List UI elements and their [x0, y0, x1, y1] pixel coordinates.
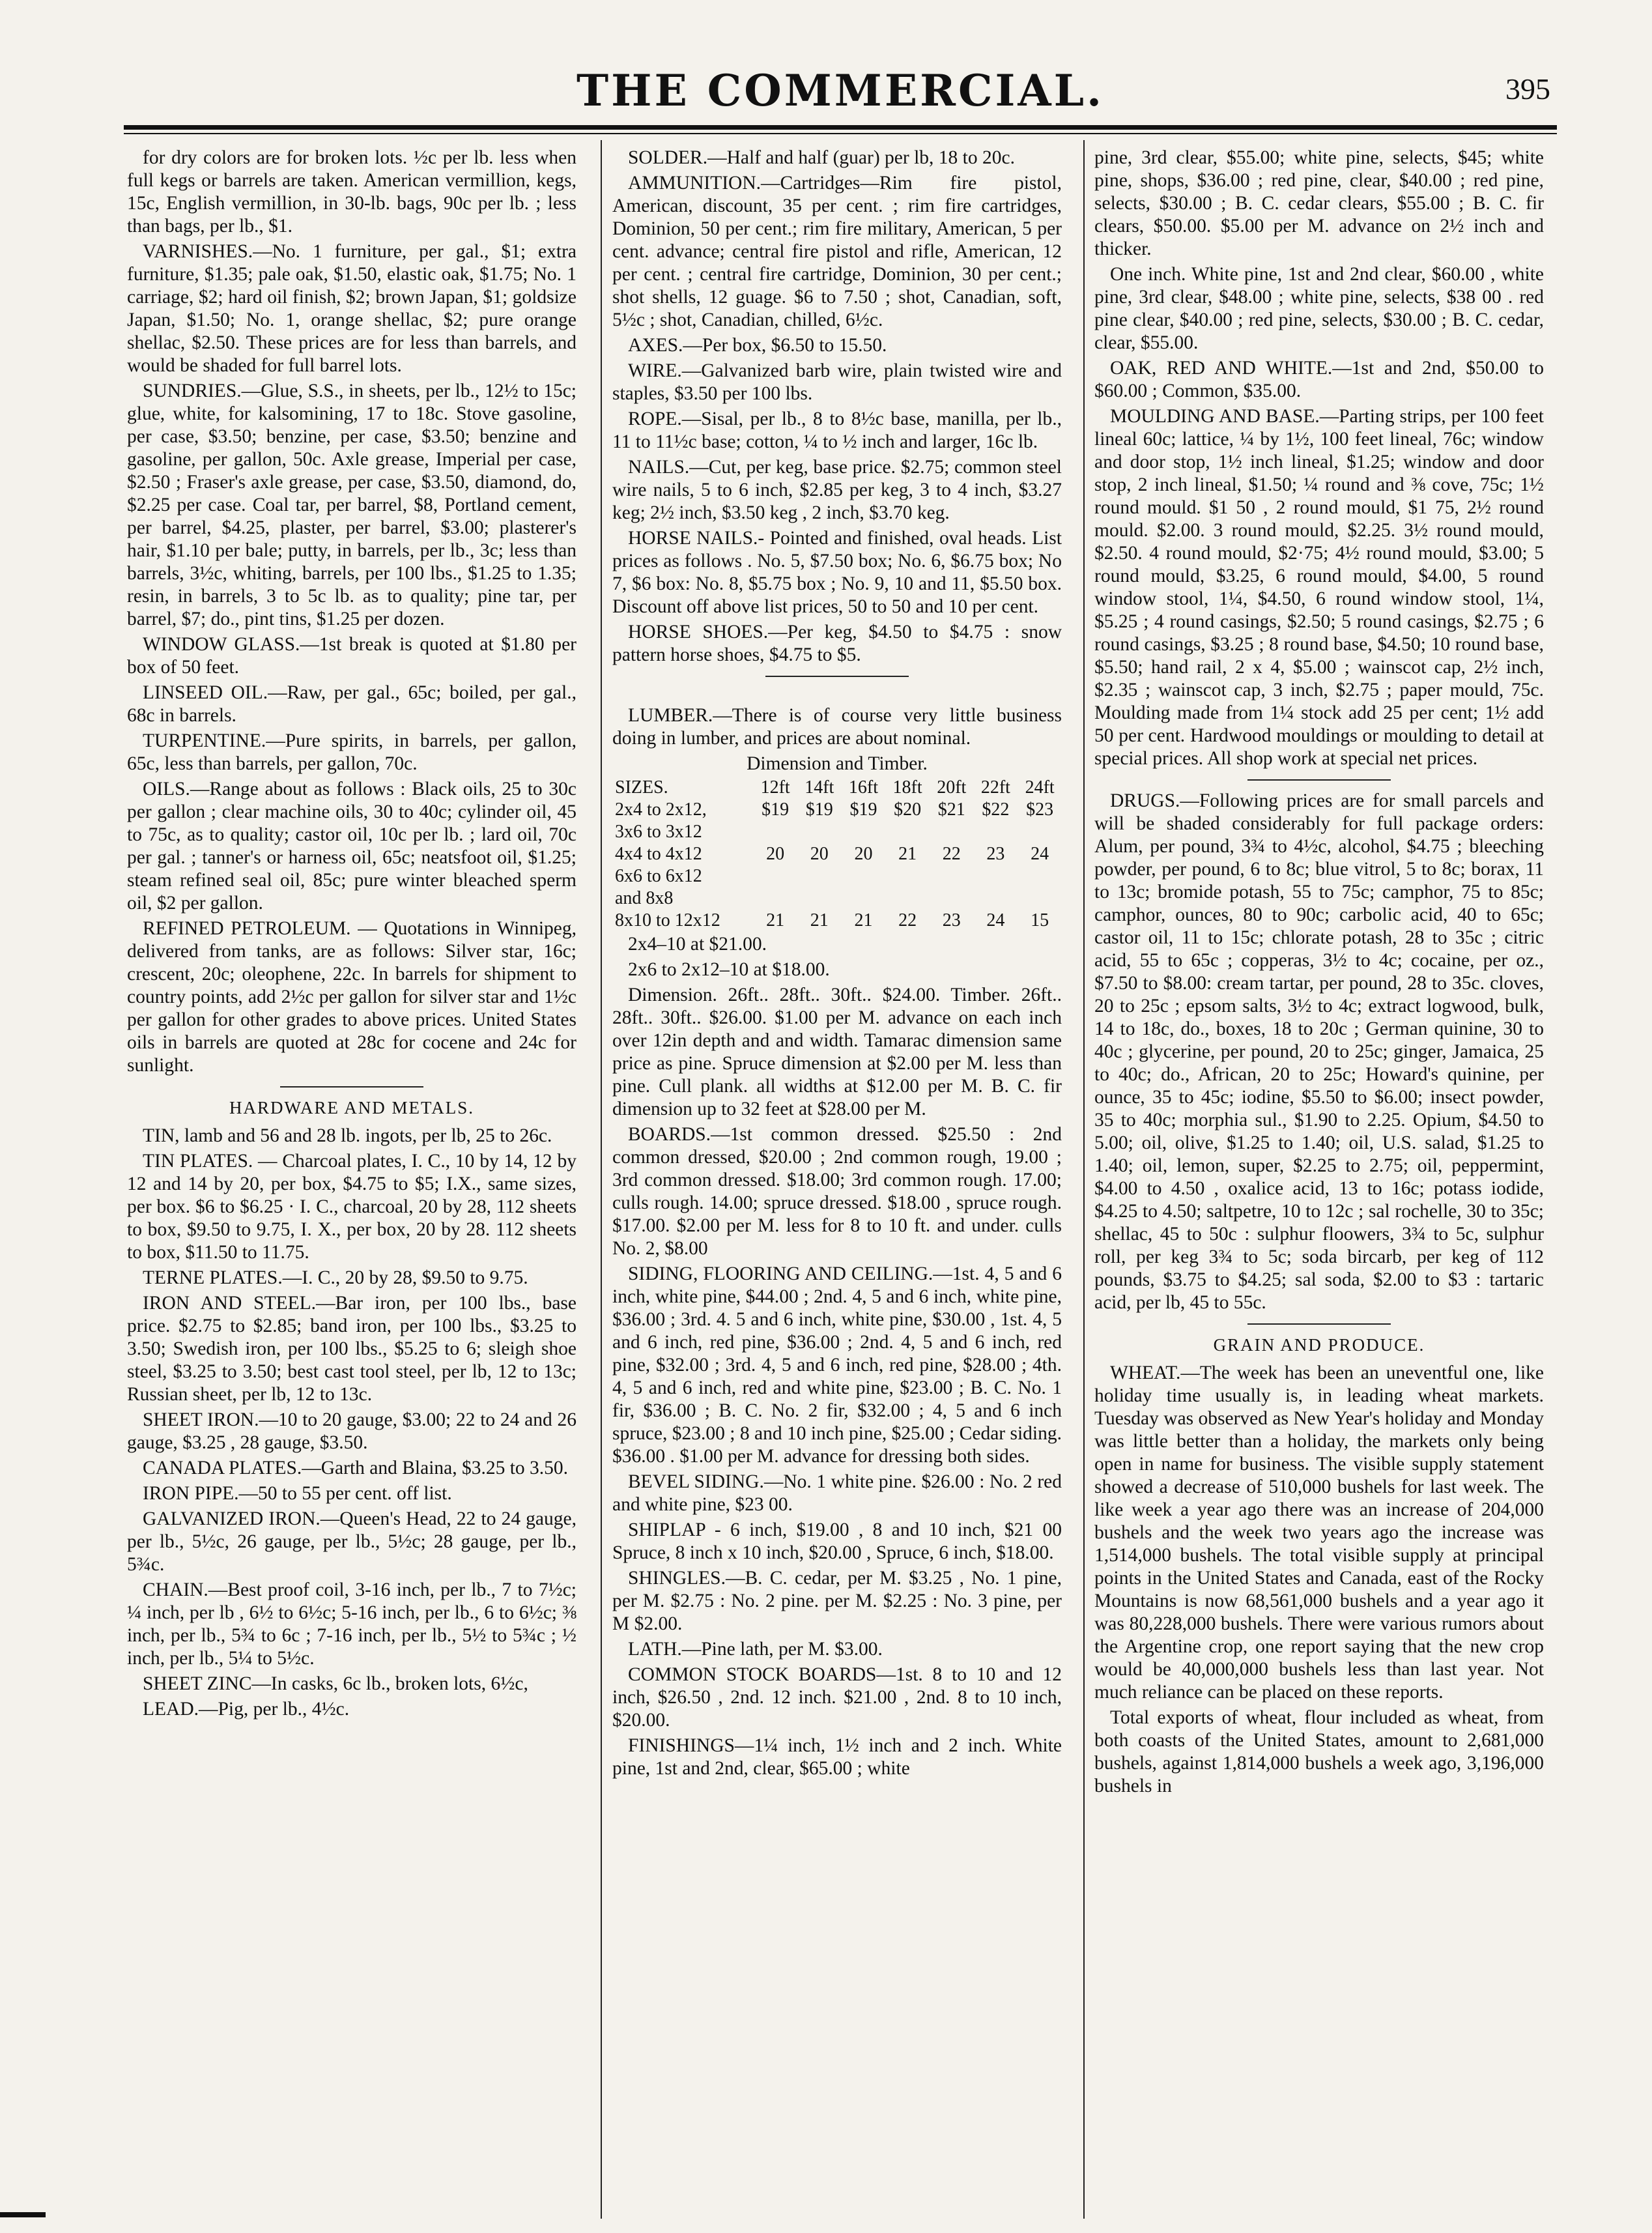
table-cell: 24: [1031, 844, 1049, 864]
paragraph: COMMON STOCK BOARDS—1st. 8 to 10 and 12 inch, $26.50 , 2nd. 12 inch. $21.00 , 2nd. 8 to 10 inch, $20.00.: [612, 1664, 1062, 1731]
paragraph: SIDING, FLOORING AND CEILING.—1st. 4, 5 and 6 inch, white pine, $44.00 ; 2nd. 4, 5 and 6 inch, white pine, $36.00 ; 3rd. 4. 5 and 6 inch, white pine, $30.00 , 1st. 4, 5 and 6 inch, red pine, $36.00 ; 2nd. 4, 5 and 6 inch, red pine, $32.00 ; 3rd. 4, 5 and 6 inch, red pine, $28.00 ; 4th. 4, 5 and 6 inch, red and white pine, $23.00 ; B. C. No. 1 fir, $36.00 ; B. C. No. 2 fir, $32.00 ; 4, 5 and 6 inch spruce, $23.00 ; 8 and 10 inch pine, $25.00 ; Cedar siding. $36.00 . $1.00 per M. advance for dressing both sides.: [612, 1263, 1062, 1467]
table-row: [612, 910, 1062, 932]
column-3: [1094, 147, 1544, 2219]
table-cell: 21: [898, 844, 917, 864]
table-cell: 8x10 to 12x12: [615, 910, 720, 930]
table-cell: $21: [937, 800, 965, 820]
table-row: [612, 887, 1062, 910]
lumber-subheading: Dimension and Timber.: [747, 753, 928, 774]
table-cell: $20: [894, 800, 922, 820]
paragraph: VARNISHES.—No. 1 furniture, per gal., $1; extra furniture, $1.35; pale oak, $1.50, elastic oak, $1.75; No. 1 carriage, $2; hard oil finish, $2; brown Japan, $1; goldsize Japan, $1.50; No. 1, orange shellac, $2; pure orange shellac, $2.50. These prices are for less than barrels, and would be shaded for full barrel lots.: [127, 241, 577, 376]
table-cell: 3x6 to 3x12: [615, 822, 702, 842]
paragraph: SHEET IRON.—10 to 20 gauge, $3.00; 22 to 24 and 26 gauge, $3.25 , 28 gauge, $3.50.: [127, 1409, 577, 1453]
section-rule: [280, 1086, 423, 1088]
column-divider: [1083, 140, 1085, 2219]
paragraph: OILS.—Range about as follows : Black oils, 25 to 30c per gallon ; clear machine oils, 30 to 40c; cylinder oil, 45 to 75c, as to quality; castor oil, 10c per lb. ; lard oil, 70c per gal. ; tanner's or harness oil, 65c; neatsfoot oil, $1.25; steam refined seal oil, 85c; pure winter bleached sperm oil, $2 per gallon.: [127, 779, 577, 914]
paragraph: GALVANIZED IRON.—Queen's Head, 22 to 24 gauge, per lb., 5½c, 26 gauge, per lb., 5½c; 28 gauge, per lb., 5¾c.: [127, 1508, 577, 1575]
paragraph: Dimension. 26ft.. 28ft.. 30ft.. $24.00. Timber. 26ft.. 28ft.. 30ft.. $26.00. $1.00 per M. advance on each inch over 12in depth and and width. Tamarac dimension same price as pine. Spruce dimension at $2.00 per M. less than pine. Cull plank. all widths at $12.00 per M. B. C. fir dimension up to 32 feet at $28.00 per M.: [612, 985, 1062, 1119]
table-row: [612, 865, 1062, 887]
paragraph: LATH.—Pine lath, per M. $3.00.: [628, 1639, 883, 1660]
paragraph: TERNE PLATES.—I. C., 20 by 28, $9.50 to 9.75.: [143, 1267, 528, 1288]
table-cell: 23: [942, 910, 961, 930]
paragraph: CHAIN.—Best proof coil, 3-16 inch, per lb., 7 to 7½c; ¼ inch, per lb , 6½ to 6½c; 5-16 inch, per lb., 6 to 6½c; ⅜ inch, per lb., 5¾ to 6c ; 7-16 inch, per lb., 5½ to 5¾c ; ½ inch, per lb., 5¼ to 5½c.: [127, 1579, 577, 1669]
paragraph: WINDOW GLASS.—1st break is quoted at $1.80 per box of 50 feet.: [127, 634, 577, 678]
paragraph: SHIPLAP - 6 inch, $19.00 , 8 and 10 inch, $21 00 Spruce, 8 inch x 10 inch, $20.00 , Spruce, 6 inch, $18.00.: [612, 1520, 1062, 1563]
table-cell: 21: [854, 910, 873, 930]
paragraph: WHEAT.—The week has been an uneventful one, like holiday time usually is, in leading wheat markets. Tuesday was observed as New Year's holiday and Monday was little better than a holiday, the markets only being open in name for business. The visible supply statement showed a decrease of 510,000 bushels for last week. The like week a year ago there was an increase of 204,000 bushels and the week two years ago the increase was 1,514,000 bushels. The total visible supply at principal points in the United States and Canada, east of the Rocky Mountains is now 68,561,000 bushels and a year ago it was 80,228,000 bushels. There were various rumors about the Argentine crop, one report saying that the new crop would be 40,000,000 bushels less than last year. Not much reliance can be placed on these reports.: [1094, 1362, 1544, 1703]
paragraph: One inch. White pine, 1st and 2nd clear, $60.00 , white pine, 3rd clear, $48.00 ; white pine, selects, $38 00 . red pine clear, $40.00 ; red pine, selects, $30.00 ; B. C. cedar, clear, $55.00.: [1094, 264, 1544, 353]
table-cell: 18ft: [892, 777, 922, 798]
header-rule-thick: [124, 125, 1557, 130]
column-divider: [601, 140, 602, 2219]
section-heading-hardware: HARDWARE AND METALS.: [229, 1098, 475, 1117]
paragraph: 2x6 to 2x12–10 at $18.00.: [628, 959, 830, 980]
scan-edge-mark: [0, 2212, 46, 2217]
table-cell: $19: [762, 800, 790, 820]
table-cell: 20: [854, 844, 873, 864]
column-2: [612, 147, 1062, 2219]
table-cell: 20ft: [937, 777, 967, 798]
paragraph: 2x4–10 at $21.00.: [628, 934, 767, 955]
section-heading-grain: GRAIN AND PRODUCE.: [1213, 1335, 1425, 1355]
table-header-row: [612, 777, 1062, 799]
page-number: 395: [1505, 72, 1550, 106]
paragraph: IRON AND STEEL.—Bar iron, per 100 lbs., base price. $2.75 to $2.85; band iron, per 100 lbs., $3.25 to 3.50; Swedish iron, per 100 lbs., $5.25 to 6; sleigh shoe steel, $3.25 to 3.50; best cast tool steel, per lb, 12 to 13c; Russian sheet, per lb, 12 to 13c.: [127, 1293, 577, 1405]
paragraph: IRON PIPE.—50 to 55 per cent. off list.: [143, 1483, 452, 1504]
column-1: [127, 147, 577, 2219]
table-row: [612, 843, 1062, 865]
paragraph: TURPENTINE.—Pure spirits, in barrels, per gallon, 65c, less than barrels, per gallon, 70c.: [127, 730, 577, 774]
table-cell: 21: [810, 910, 829, 930]
table-row: [612, 799, 1062, 821]
paragraph: TIN, lamb and 56 and 28 lb. ingots, per lb, 25 to 26c.: [143, 1125, 552, 1146]
paragraph: LINSEED OIL.—Raw, per gal., 65c; boiled, per gal., 68c in barrels.: [127, 682, 577, 726]
paragraph: AMMUNITION.—Cartridges—Rim fire pistol, American, discount, 35 per cent. ; rim fire cartridges, Dominion, 50 per cent.; rim fire military, American, 5 per cent. advance; central fire pistol and rifle, American, 12 per cent. ; central fire cartridge, Dominion, 30 per cent.; shot shells, 12 guage. $6 to 7.50 ; shot, Canadian, soft, 5½c ; shot, Canadian, chilled, 6½c.: [612, 173, 1062, 330]
table-cell: 24: [986, 910, 1005, 930]
paragraph: REFINED PETROLEUM. — Quotations in Winnipeg, delivered from tanks, are as follows: Silver star, 16c; crescent, 20c; oleophene, 22c. In barrels for shipment to country points, add 2½c per gallon for silver star and 1½c per gallon for other grades to above prices. United States oils in barrels are quoted at 28c for cocene and 24c for sunlight.: [127, 918, 577, 1076]
table-cell: $23: [1026, 800, 1054, 820]
table-cell: $22: [982, 800, 1010, 820]
table-cell: $19: [805, 800, 833, 820]
paragraph: Total exports of wheat, flour included as wheat, from both coasts of the United States, amount to 2,681,000 bushels, against 1,814,000 bushels a week ago, 3,196,000 bushels in: [1094, 1707, 1544, 1796]
table-cell: 22: [898, 910, 917, 930]
table-row: [612, 821, 1062, 843]
paragraph: SUNDRIES.—Glue, S.S., in sheets, per lb., 12½ to 15c; glue, white, for kalsomining, 17 to 18c. Stove gasoline, per case, $3.50; benzine, per case, $3.50; benzine and gasoline, per gallon, 50c. Axle grease, Imperial per case, $2.50 ; Fraser's axle grease, per case, $3.50, diamond, do, $2.25 per case. Coal tar, per barrel, $8, Portland cement, per barrel, $4.25, plaster, per barrel, $3.00; plasterer's hair, $1.10 per bale; putty, in barrels, per lb., 3c; less than barrels, 3½c, whiting, barrels, per 100 lbs., $1.25 to 1.35; resin, in barrels, 3 to 5c lb. as to quality; pine tar, per barrel, $7; do., pint tins, $1.25 per dozen.: [127, 381, 577, 629]
paragraph: BOARDS.—1st common dressed. $25.50 : 2nd common dressed, $20.00 ; 2nd common rough, 19.00 ; 3rd common dressed. $18.00; 3rd common rough. 17.00; culls rough. 14.00; spruce dressed. $18.00 , spruce rough. $17.00. $2.00 per M. less for 8 to 10 ft. and under. culls No. 2, $8.00: [612, 1124, 1062, 1259]
paragraph: LEAD.—Pig, per lb., 4½c.: [143, 1699, 350, 1720]
paragraph: OAK, RED AND WHITE.—1st and 2nd, $50.00 to $60.00 ; Common, $35.00.: [1094, 358, 1544, 401]
paragraph: HORSE SHOES.—Per keg, $4.50 to $4.75 : snow pattern horse shoes, $4.75 to $5.: [612, 622, 1062, 665]
paragraph: SOLDER.—Half and half (guar) per lb, 18 to 20c.: [628, 147, 1015, 168]
paragraph: for dry colors are for broken lots. ½c per lb. less when full kegs or barrels are taken. American vermillion, kegs, 15c, English vermillion, in 30-lb. bags, 90c per lb. ; less than bags, per lb., $1.: [127, 147, 577, 237]
paragraph: AXES.—Per box, $6.50 to 15.50.: [628, 335, 887, 356]
table-cell: 6x6 to 6x12: [615, 866, 702, 886]
paragraph: BEVEL SIDING.—No. 1 white pine. $26.00 : No. 2 red and white pine, $23 00.: [612, 1471, 1062, 1515]
table-cell: 22: [942, 844, 961, 864]
table-cell: 4x4 to 4x12: [615, 844, 702, 864]
header-rule-thin: [124, 133, 1557, 134]
masthead: [124, 65, 1557, 124]
paragraph: CANADA PLATES.—Garth and Blaina, $3.25 to 3.50.: [143, 1458, 569, 1478]
paragraph: TIN PLATES. — Charcoal plates, I. C., 10 by 14, 12 by 12 and 14 by 20, per box, $4.75 to $5; I.X., same sizes, per box. $6 to $6.25 · I. C., charcoal, 20 by 28, 112 sheets to box, $9.50 to 9.75, I. X., per box, 20 by 28. 112 sheets to box, $11.50 to 11.75.: [127, 1151, 577, 1263]
section-rule: [765, 676, 909, 677]
paragraph: FINISHINGS—1¼ inch, 1½ inch and 2 inch. White pine, 1st and 2nd, clear, $65.00 ; white: [612, 1735, 1062, 1779]
paragraph: pine, 3rd clear, $55.00; white pine, selects, $45; white pine, shops, $36.00 ; red pine, clear, $40.00 ; red pine, selects, $30.00 ; B. C. cedar clears, $55.00 ; B. C. fir clears, $50.00. $5.00 per M. advance on 2½ inch and thicker.: [1094, 147, 1544, 259]
table-cell: 22ft: [980, 777, 1010, 798]
table-cell: 15: [1031, 910, 1049, 930]
paragraph: WIRE.—Galvanized barb wire, plain twisted wire and staples, $3.50 per 100 lbs.: [612, 360, 1062, 404]
section-rule: [1247, 1323, 1391, 1325]
table-cell: 20: [810, 844, 829, 864]
table-cell: and 8x8: [615, 888, 674, 908]
paragraph: HORSE NAILS.- Pointed and finished, oval heads. List prices as follows . No. 5, $7.50 box; No. 6, $6.75 box; No 7, $6 box: No. 8, $5.75 box ; No. 9, 10 and 11, $5.50 box. Discount off above list prices, 50 to 50 and 10 per cent.: [612, 528, 1062, 617]
paragraph-lumber-intro: LUMBER.—There is of course very little business doing in lumber, and prices are about nominal.: [612, 705, 1062, 749]
paragraph: NAILS.—Cut, per keg, base price. $2.75; common steel wire nails, 5 to 6 inch, $2.85 per keg, 3 to 4 inch, $3.27 keg; 2½ inch, $3.50 keg , 2 inch, $3.70 keg.: [612, 457, 1062, 523]
table-cell: 2x4 to 2x12,: [615, 800, 707, 820]
table-cell: $19: [849, 800, 877, 820]
paragraph: ROPE.—Sisal, per lb., 8 to 8½c base, manilla, per lb., 11 to 11½c base; cotton, ¼ to ½ inch and larger, 16c lb.: [612, 409, 1062, 452]
section-rule: [1247, 779, 1391, 781]
paragraph: DRUGS.—Following prices are for small parcels and will be shaded considerably for full package orders: Alum, per pound, 3¾ to 4½c, alcohol, $4.75 ; bleeching powder, per pound, 6 to 8c; blue vitrol, 5 to 8c; borax, 11 to 13c; bromide potash, 55 to 75c; camphor, 75 to 85c; camphor, ounces, 80 to 90c; carbolic acid, 40 to 65c; castor oil, 11 to 15c; chlorate potash, 28 to 35c ; citric acid, 55 to 65c ; copperas, 3½ to 4c; cocaine, per oz., $7.50 to $8.00: cream tartar, per pound, 28 to 35c. cloves, 20 to 25c ; epsom salts, 3½ to 4c; extract logwood, bulk, 14 to 18c, do., boxes, 18 to 20c ; German quinine, 30 to 40c ; glycerine, per pound, 20 to 25c; ginger, Jamaica, 25 to 40c; do., African, 20 to 25c; Howard's quinine, per ounce, 35 to 45c; iodine, $5.50 to $6.00; insect powder, 35 to 40c; morphia sul., $1.90 to 2.25. Opium, $4.50 to 5.00; oil, olive, $1.25 to 1.40; oil, U.S. salad, $1.25 to 1.40; oil, lemon, super, $2.25 to 2.75; oil, peppermint, $4.00 to 4.50 , oxalice acid, 13 to 16c; potass iodide, $4.25 to 4.50; saltpetre, 10 to 12c ; sal rochelle, 30 to 35c; shellac, 45 to 50c : sulphur floowers, 3¾ to 5c, sulphur roll, per keg 3¾ to 5c; soda bircarb, per keg of 112 pounds, $3.75 to $4.25; sal soda, $2.00 to $3 : tartaric acid, per lb, 45 to 55c.: [1094, 790, 1544, 1313]
table-cell: 21: [766, 910, 785, 930]
lumber-price-table: [612, 777, 1062, 932]
table-cell: 14ft: [805, 777, 834, 798]
table-cell: 24ft: [1025, 777, 1055, 798]
newspaper-title: THE COMMERCIAL.: [576, 65, 1105, 116]
paragraph: SHINGLES.—B. C. cedar, per M. $3.25 , No. 1 pine, per M. $2.75 : No. 2 pine. per M. $2.25 : No. 3 pine, per M $2.00.: [612, 1568, 1062, 1634]
table-cell: SIZES.: [615, 777, 668, 798]
table-cell: 20: [766, 844, 785, 864]
paragraph: SHEET ZINC—In casks, 6c lb., broken lots, 6½c,: [143, 1673, 528, 1694]
table-cell: 12ft: [760, 777, 790, 798]
table-cell: 23: [986, 844, 1005, 864]
table-cell: 16ft: [848, 777, 878, 798]
paragraph: MOULDING AND BASE.—Parting strips, per 100 feet lineal 60c; lattice, ¼ by 1½, 100 feet lineal, 76c; window and door stop, 1½ inch lineal, $1.25; window and door stop, 2 inch lineal, $1.50; ¼ round and ⅜ cove, 75c; 1½ round mould. $1 50 , 2 round mould, $1 75, 2½ round mould. $2.00. 3 round mould, $2.25. 3½ round mould, $2.50. 4 round mould, $2·75; 4½ round mould, $3.00; 5 round mould, $3.25, 6 round mould, $4.00, 5 round window stool, 1¼, $4.50, 6 round window stool, 1¼, $5.25 ; 4 round casings, $2.50; 5 round casings, $2.75 ; 6 round casings, $3.25 ; 8 round base, $4.50; 10 round base, $5.50; hand rail, 2 x 4, $5.00 ; wainscot cap, 2½ inch, $2.35 ; wainscot cap, 3 inch, $2.75 ; paper mould, 75c. Moulding made from 1¼ stock add 25 per cent; 1½ add 50 per cent. Hardwood mouldings or moulding to detail at special prices. All shop work at special net prices.: [1094, 406, 1544, 769]
